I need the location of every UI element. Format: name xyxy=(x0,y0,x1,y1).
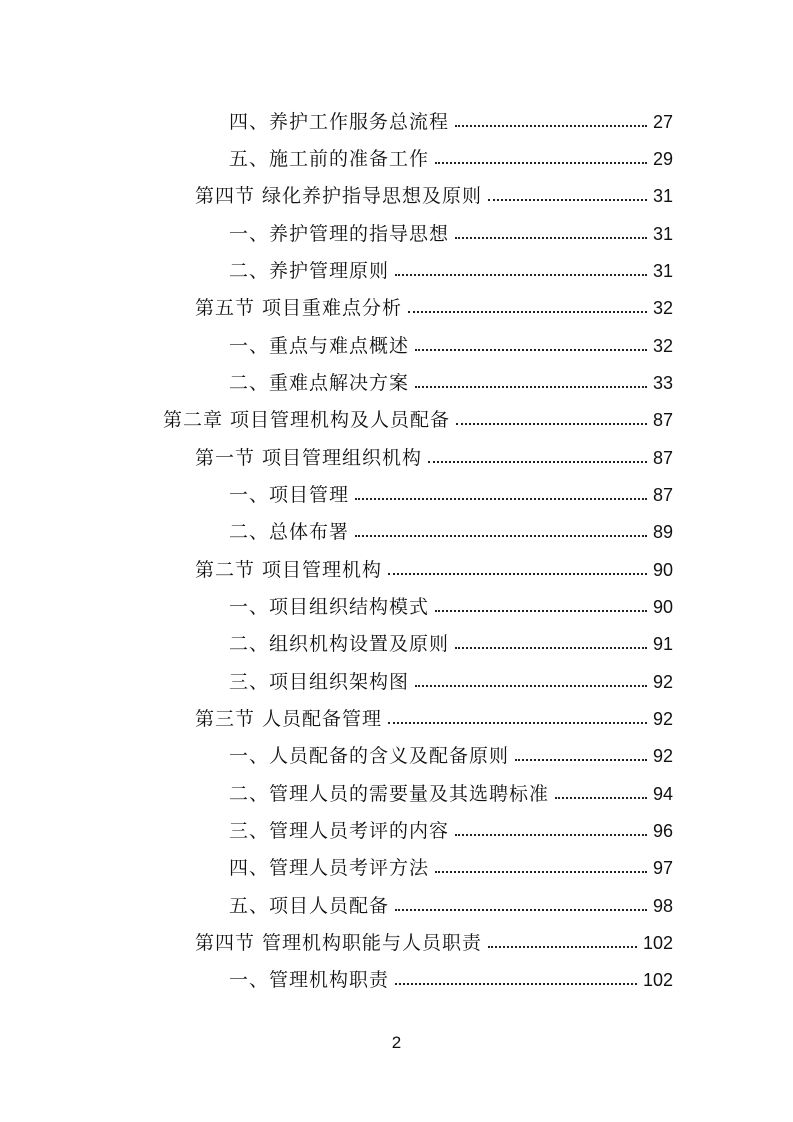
toc-entry[interactable] xyxy=(229,104,673,134)
toc-entry[interactable] xyxy=(229,253,673,283)
toc-entry-title: 第五节 项目重难点分析 xyxy=(195,297,403,319)
toc-entry-title: 第四节 管理机构职能与人员职责 xyxy=(195,932,483,954)
dot-leader xyxy=(395,982,637,985)
dot-leader xyxy=(415,684,647,687)
toc-entry-title: 五、施工前的准备工作 xyxy=(229,148,430,170)
toc-page-number: 87 xyxy=(652,448,673,468)
toc-entry[interactable] xyxy=(195,925,673,955)
dot-leader xyxy=(515,758,647,761)
toc-entry[interactable] xyxy=(229,365,673,395)
toc-entry-title: 第二节 项目管理机构 xyxy=(195,559,383,581)
toc-entry[interactable] xyxy=(229,664,673,694)
dot-leader xyxy=(435,609,647,612)
toc-page-number: 90 xyxy=(652,560,673,580)
toc-entry[interactable] xyxy=(195,440,673,470)
dot-leader xyxy=(455,646,647,649)
dot-leader xyxy=(435,870,647,873)
dot-leader xyxy=(455,833,647,836)
toc-page-number: 33 xyxy=(652,373,673,393)
toc-page-number: 98 xyxy=(652,896,673,916)
toc-page-number: 89 xyxy=(652,522,673,542)
dot-leader xyxy=(455,236,647,239)
dot-leader xyxy=(355,497,647,500)
toc-page-number: 27 xyxy=(652,112,673,132)
toc-entry[interactable] xyxy=(195,701,673,731)
toc-page-number: 92 xyxy=(652,709,673,729)
toc-page-number: 92 xyxy=(652,746,673,766)
toc-entry[interactable] xyxy=(229,850,673,880)
toc-entry-title: 二、养护管理原则 xyxy=(229,260,390,282)
toc-page-number: 32 xyxy=(652,298,673,318)
toc-entry[interactable] xyxy=(229,141,673,171)
dot-leader xyxy=(415,385,647,388)
toc-page-number: 97 xyxy=(652,858,673,878)
dot-leader xyxy=(415,348,647,351)
toc-entry[interactable] xyxy=(229,477,673,507)
toc-entry-title: 第四节 绿化养护指导思想及原则 xyxy=(195,185,483,207)
toc-entry-title: 一、养护管理的指导思想 xyxy=(229,223,450,245)
toc-entry[interactable] xyxy=(195,290,673,320)
toc-page-number: 90 xyxy=(652,597,673,617)
toc-entry[interactable] xyxy=(229,776,673,806)
toc-page-number: 91 xyxy=(652,634,673,654)
dot-leader xyxy=(555,796,647,799)
toc-entry[interactable] xyxy=(229,888,673,918)
dot-leader xyxy=(388,721,647,724)
toc-page-number: 31 xyxy=(652,224,673,244)
toc-entry[interactable] xyxy=(195,178,673,208)
toc-page-number: 32 xyxy=(652,336,673,356)
toc-entry-title: 一、管理机构职责 xyxy=(229,969,390,991)
toc-entry-title: 一、重点与难点概述 xyxy=(229,335,410,357)
dot-leader xyxy=(435,161,647,164)
toc-entry-title: 三、管理人员考评的内容 xyxy=(229,820,450,842)
toc-entry[interactable] xyxy=(163,402,673,432)
toc-page-number: 102 xyxy=(642,970,673,990)
toc-page-number: 94 xyxy=(652,784,673,804)
toc-page-number: 102 xyxy=(642,933,673,953)
toc-entry[interactable] xyxy=(229,626,673,656)
toc-entry-title: 二、组织机构设置及原则 xyxy=(229,633,450,655)
toc-entry-title: 四、养护工作服务总流程 xyxy=(229,111,450,133)
dot-leader xyxy=(395,908,647,911)
toc-page-number: 31 xyxy=(652,186,673,206)
toc-entry-title: 第一节 项目管理组织机构 xyxy=(195,447,423,469)
toc-entry-title: 四、管理人员考评方法 xyxy=(229,857,430,879)
page-number: 2 xyxy=(391,1033,402,1052)
toc-entry-title: 二、总体布署 xyxy=(229,521,350,543)
dot-leader xyxy=(428,460,647,463)
toc-page-number: 87 xyxy=(652,410,673,430)
toc-entry-title: 一、项目管理 xyxy=(229,484,350,506)
toc-page-number: 96 xyxy=(652,821,673,841)
dot-leader xyxy=(355,534,647,537)
toc-page-number: 87 xyxy=(652,485,673,505)
toc-entry[interactable] xyxy=(195,552,673,582)
toc-entry-title: 第二章 项目管理机构及人员配备 xyxy=(163,409,451,431)
toc-entry[interactable] xyxy=(229,328,673,358)
toc-entry-title: 二、重难点解决方案 xyxy=(229,372,410,394)
toc-entry-title: 五、项目人员配备 xyxy=(229,895,390,917)
dot-leader xyxy=(456,422,647,425)
toc-entry-title: 一、人员配备的含义及配备原则 xyxy=(229,745,510,767)
dot-leader xyxy=(395,273,647,276)
toc-entry[interactable] xyxy=(229,216,673,246)
toc-entry[interactable] xyxy=(229,813,673,843)
dot-leader xyxy=(408,310,647,313)
toc-entry[interactable] xyxy=(229,962,673,992)
toc-entry[interactable] xyxy=(229,738,673,768)
toc-page-number: 29 xyxy=(652,149,673,169)
toc-entry-title: 第三节 人员配备管理 xyxy=(195,708,383,730)
toc-entry-title: 二、管理人员的需要量及其选聘标准 xyxy=(229,783,550,805)
toc-page-number: 92 xyxy=(652,672,673,692)
toc-entry[interactable] xyxy=(229,514,673,544)
dot-leader xyxy=(455,124,647,127)
toc-page-number: 31 xyxy=(652,261,673,281)
toc-entry-title: 三、项目组织架构图 xyxy=(229,671,410,693)
dot-leader xyxy=(488,198,647,201)
dot-leader xyxy=(388,572,647,575)
toc-entry[interactable] xyxy=(229,589,673,619)
toc-entry-title: 一、项目组织结构模式 xyxy=(229,596,430,618)
dot-leader xyxy=(488,945,637,948)
